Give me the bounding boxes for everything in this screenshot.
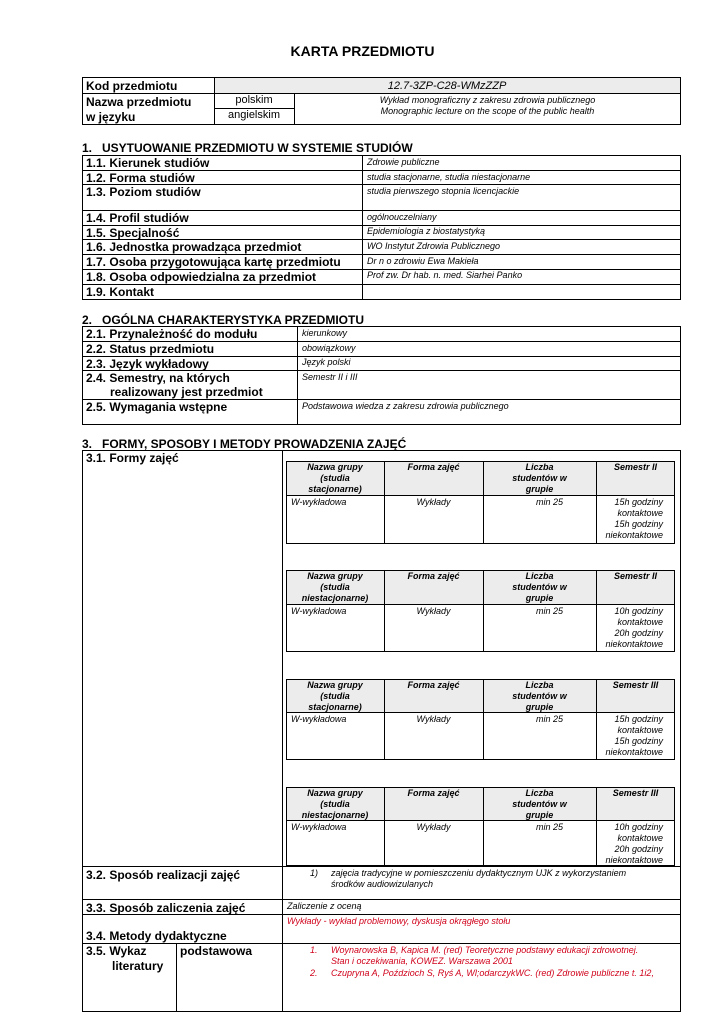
t4-h3a: Liczba [525, 788, 554, 798]
t4-h3c: grupie [525, 810, 554, 820]
t4-h1a: Nazwa grupy [307, 788, 363, 798]
s1-label-5: 1.5. Specjalność [86, 226, 180, 240]
t4-h3b: studentów w [512, 799, 567, 809]
lit-1-line-2: Stan i oczekiwania, KOWEZ. Warszawa 2001 [331, 956, 513, 966]
section-2-heading: 2. OGÓLNA CHARAKTERYSTYKA PRZEDMIOTU [82, 313, 365, 327]
t4-s2: kontaktowe [617, 833, 663, 843]
lit-num-1: 1. [310, 945, 318, 955]
s1-label-4: 1.4. Profil studiów [86, 211, 189, 225]
s1-value-8: Prof zw. Dr hab. n. med. Siarhei Panko [367, 270, 523, 280]
lit-num-2: 2. [310, 968, 318, 978]
t3-h1a: Nazwa grupy [307, 680, 363, 690]
t3-h4: Semestr III [612, 680, 659, 690]
t4-h1b: (studia [320, 799, 350, 809]
t3-h3b: studentów w [512, 691, 567, 701]
s1-value-6: WO Instytut Zdrowia Publicznego [367, 241, 501, 251]
t3-s3: 15h godziny [614, 736, 663, 746]
lang-pl: polskim [235, 94, 273, 106]
metody-value: Wykłady - wykład problemowy, dyskusja okrągłego stołu [287, 916, 511, 926]
realizacja-line-2: środków audiowizulanych [331, 879, 434, 889]
s2-value-3: Język polski [302, 357, 351, 367]
s1-value-7: Dr n o zdrowiu Ewa Makieła [367, 256, 479, 266]
t2-count: min 25 [535, 606, 563, 616]
s1-label-3: 1.3. Poziom studiów [86, 185, 201, 199]
s1-label-8: 1.8. Osoba odpowiedzialna za przedmiot [86, 270, 317, 284]
zaliczenie-value: Zaliczenie z oceną [287, 901, 362, 911]
s2-value-5: Podstawowa wiedza z zakresu zdrowia publicznego [302, 401, 509, 411]
kod-value: 12.7-3ZP-C28-WMzZZP [387, 80, 507, 92]
t4-h1c: niestacjonarne) [301, 810, 369, 820]
t1-s4: niekontaktowe [605, 530, 663, 540]
page-title: KARTA PRZEDMIOTU [290, 43, 435, 59]
t3-s2: kontaktowe [617, 725, 663, 735]
t1-h4: Semestr II [613, 462, 658, 472]
t3-s1: 15h godziny [614, 714, 663, 724]
name-pl: Wykład monograficzny z zakresu zdrowia publicznego [379, 95, 596, 105]
s2-label-3: 2.3. Język wykładowy [86, 357, 209, 371]
t4-form: Wykłady [416, 822, 451, 832]
t2-h1a: Nazwa grupy [307, 571, 363, 581]
t2-h2: Forma zajęć [407, 571, 460, 581]
t3-group: W-wykładowa [291, 714, 347, 724]
t3-s4: niekontaktowe [605, 747, 663, 757]
t1-h2: Forma zajęć [407, 462, 460, 472]
t4-count: min 25 [535, 822, 563, 832]
formy-label: 3.1. Formy zajęć [86, 451, 179, 465]
t3-h1b: (studia [320, 691, 350, 701]
s1-value-2: studia stacjonarne, studia niestacjonarne [367, 172, 531, 182]
literatura-label-2: literatury [112, 959, 164, 973]
t1-form: Wykłady [416, 497, 451, 507]
t1-s2: kontaktowe [617, 508, 663, 518]
t2-h3c: grupie [525, 593, 554, 603]
nazwa-label: Nazwa przedmiotu [86, 95, 192, 109]
s1-label-1: 1.1. Kierunek studiów [86, 156, 210, 170]
t1-s1: 15h godziny [614, 497, 663, 507]
literatura-sub: podstawowa [180, 944, 253, 958]
t2-h3b: studentów w [512, 582, 567, 592]
t3-h2: Forma zajęć [407, 680, 460, 690]
s2-label-5: 2.5. Wymagania wstępne [86, 400, 228, 414]
t1-s3: 15h godziny [614, 519, 663, 529]
t2-h4: Semestr II [613, 571, 658, 581]
s1-label-9: 1.9. Kontakt [86, 285, 155, 299]
s1-value-1: Zdrowie publiczne [367, 157, 440, 167]
nazwa-label-2: w języku [86, 110, 136, 124]
s1-value-3: studia pierwszego stopnia licencjackie [367, 186, 520, 196]
metody-label: 3.4. Metody dydaktyczne [86, 929, 227, 943]
realizacja-line-1: zajęcia tradycyjne w pomieszczeniu dydaktycznym UJK z wykorzystaniem [331, 868, 627, 878]
t3-h3a: Liczba [525, 680, 554, 690]
t1-h3a: Liczba [525, 462, 554, 472]
t2-s1: 10h godziny [614, 606, 663, 616]
s2-label-1: 2.1. Przynależność do modułu [86, 327, 258, 341]
t4-s1: 10h godziny [614, 822, 663, 832]
t1-h1b: (studia [320, 473, 350, 483]
name-en: Monographic lecture on the scope of the public health [380, 106, 595, 116]
t2-h1b: (studia [320, 582, 350, 592]
kod-label: Kod przedmiotu [86, 79, 178, 93]
s2-value-4: Semestr II i III [302, 372, 358, 382]
t4-s4: niekontaktowe [605, 855, 663, 865]
s1-value-4: ogólnouczelniany [367, 212, 437, 222]
t3-h3c: grupie [525, 702, 554, 712]
t4-h4: Semestr III [612, 788, 659, 798]
realizacja-num: 1) [310, 868, 319, 878]
t2-s3: 20h godziny [614, 628, 663, 638]
t2-h3a: Liczba [525, 571, 554, 581]
section-1-heading: 1. USYTUOWANIE PRZEDMIOTU W SYSTEMIE STUDIÓW [82, 141, 413, 155]
t1-group: W-wykładowa [291, 497, 347, 507]
t2-s4: niekontaktowe [605, 639, 663, 649]
s1-label-7: 1.7. Osoba przygotowująca kartę przedmiotu [86, 255, 341, 269]
s2-label-4: 2.4. Semestry, na których [86, 371, 230, 385]
s2-label-4b: realizowany jest przedmiot [110, 385, 263, 399]
t2-h1c: niestacjonarne) [301, 593, 369, 603]
s1-value-5: Epidemiologia z biostatystyką [367, 226, 486, 236]
lit-1-line-1: Woynarowska B, Kapica M. (red) Teoretyczne podstawy edukacji zdrowotnej. [331, 945, 639, 955]
t1-h1a: Nazwa grupy [307, 462, 363, 472]
t1-h3c: grupie [525, 484, 554, 494]
t4-h2: Forma zajęć [407, 788, 460, 798]
t1-h1c: stacjonarne) [308, 484, 362, 494]
t3-h1c: stacjonarne) [308, 702, 362, 712]
s2-value-2: obowiązkowy [302, 343, 356, 353]
t2-s2: kontaktowe [617, 617, 663, 627]
t2-form: Wykłady [416, 606, 451, 616]
section-3-heading: 3. FORMY, SPOSOBY I METODY PROWADZENIA ZAJĘĆ [82, 437, 407, 451]
zaliczenie-label: 3.3. Sposób zaliczenia zajęć [86, 901, 246, 915]
t1-count: min 25 [535, 497, 563, 507]
t2-group: W-wykładowa [291, 606, 347, 616]
t4-s3: 20h godziny [614, 844, 663, 854]
s1-label-2: 1.2. Forma studiów [86, 171, 195, 185]
s1-label-6: 1.6. Jednostka prowadząca przedmiot [86, 240, 302, 254]
s2-value-1: kierunkowy [302, 328, 348, 338]
literatura-label: 3.5. Wykaz [86, 944, 147, 958]
lang-en: angielskim [228, 109, 280, 121]
t3-count: min 25 [535, 714, 563, 724]
s2-label-2: 2.2. Status przedmiotu [86, 342, 215, 356]
t1-h3b: studentów w [512, 473, 567, 483]
t4-group: W-wykładowa [291, 822, 347, 832]
lit-2-line-1: Czupryna A, Poździoch S, Ryś A, Wl;odarczykWC. (red) Zdrowie publiczne t. 1i2, [331, 968, 654, 978]
t3-form: Wykłady [416, 714, 451, 724]
realizacja-label: 3.2. Sposób realizacji zajęć [86, 868, 241, 882]
